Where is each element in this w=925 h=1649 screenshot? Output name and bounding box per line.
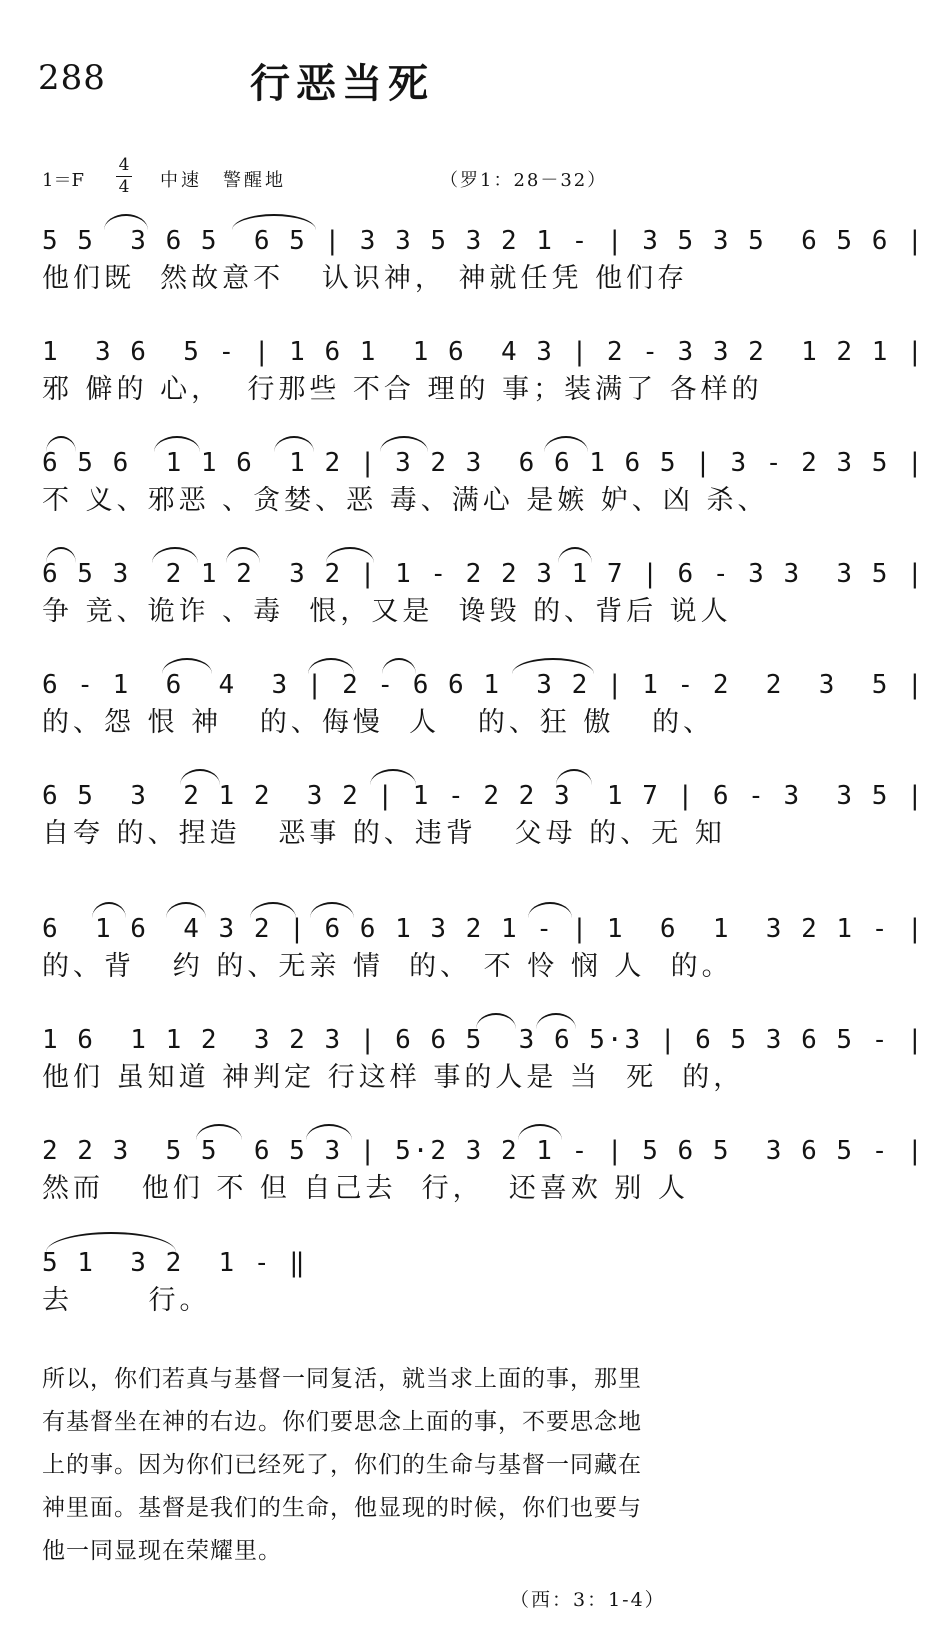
notation-line: 5 1 3 2 1 - ‖ bbox=[42, 1248, 307, 1278]
key-signature: 1＝F bbox=[42, 170, 84, 191]
page-number: 288 bbox=[38, 58, 106, 98]
notation-line: 6 1 6 4 3 2 | 6 6 1 3 2 1 - | 1 6 1 3 2 1 - | bbox=[42, 914, 925, 944]
lyric-line: 不 义、邪恶 、贪婪、恶 毒、满心 是嫉 妒、凶 杀、 bbox=[42, 485, 769, 516]
notation-line: 6 5 3 2 1 2 3 2 | 1 - 2 2 3 1 7 | 6 - 3 3 3 5 | bbox=[42, 559, 925, 589]
score-system-8 bbox=[42, 1025, 925, 1095]
bible-reference: （罗1：28－32） bbox=[440, 170, 608, 191]
score-system-10 bbox=[42, 1248, 652, 1318]
scripture-reference: （西：3：1-4） bbox=[510, 1589, 666, 1611]
time-signature-top: 4 bbox=[118, 155, 130, 175]
score-system-2 bbox=[42, 337, 925, 407]
time-signature-bottom: 4 bbox=[118, 177, 130, 197]
notation-line: 6 5 6 1 1 6 1 2 | 3 2 3 6 6 1 6 5 | 3 - 2 3 5 | bbox=[42, 448, 925, 478]
score-system-1 bbox=[42, 226, 925, 296]
score-system-9 bbox=[42, 1136, 925, 1206]
scripture-passage: 所以，你们若真与基督一同复活，就当求上面的事，那里有基督坐在神的右边。你们要思念上面的事，不要思念地上的事。因为你们已经死了，你们的生命与基督一同藏在神里面。基督是我们的生命，他显现的时候，你们也要与他一同显现在荣耀里。 bbox=[42, 1366, 642, 1564]
notation-line: 1 6 1 1 2 3 2 3 | 6 6 5 3 6 5·3 | 6 5 3 6 5 - | bbox=[42, 1025, 925, 1055]
lyric-line: 邪 僻的 心， 行那些 不合 理的 事；装满了 各样的 bbox=[42, 374, 763, 405]
tempo-marking: 中速 警醒地 bbox=[160, 170, 286, 191]
notation-line: 6 - 1 6 4 3 | 2 - 6 6 1 3 2 | 1 - 2 2 3 5 | bbox=[42, 670, 925, 700]
lyric-line: 去 行。 bbox=[42, 1285, 211, 1316]
lyric-line: 他们既 然故意不 认识神， 神就任凭 他们存 bbox=[42, 263, 689, 294]
score-system-3 bbox=[42, 448, 925, 518]
lyric-line: 他们 虽知道 神判定 行这样 事的人是 当 死 的， bbox=[42, 1062, 745, 1093]
lyric-line: 争 竞、诡诈 、毒 恨，又是 谗毁 的、背后 说人 bbox=[42, 596, 732, 627]
score-system-5 bbox=[42, 670, 925, 740]
lyric-line: 然而 他们 不 但 自己去 行， 还喜欢 别 人 bbox=[42, 1173, 689, 1204]
score-system-6 bbox=[42, 781, 925, 851]
song-title: 行恶当死 bbox=[250, 60, 434, 107]
notation-line: 5 5 3 6 5 6 5 | 3 3 5 3 2 1 - | 3 5 3 5 6 5 6 | bbox=[42, 226, 925, 256]
notation-line: 6 5 3 2 1 2 3 2 | 1 - 2 2 3 1 7 | 6 - 3 3 5 | bbox=[42, 781, 925, 811]
lyric-line: 的、怨 恨 神 的、侮慢 人 的、狂 傲 的、 bbox=[42, 707, 715, 738]
time-signature bbox=[114, 154, 134, 198]
lyric-line: 的、背 约 的、无亲 情 的、 不 怜 悯 人 的。 bbox=[42, 951, 733, 982]
score-system-4 bbox=[42, 559, 925, 629]
notation-line: 2 2 3 5 5 6 5 3 | 5·2 3 2 1 - | 5 6 5 3 6 5 - | bbox=[42, 1136, 925, 1166]
lyric-line: 自夸 的、捏造 恶事 的、违背 父母 的、无 知 bbox=[42, 818, 726, 849]
score-system-7 bbox=[42, 914, 925, 984]
notation-line: 1 3 6 5 - | 1 6 1 1 6 4 3 | 2 - 3 3 2 1 2 1 | bbox=[42, 337, 925, 367]
